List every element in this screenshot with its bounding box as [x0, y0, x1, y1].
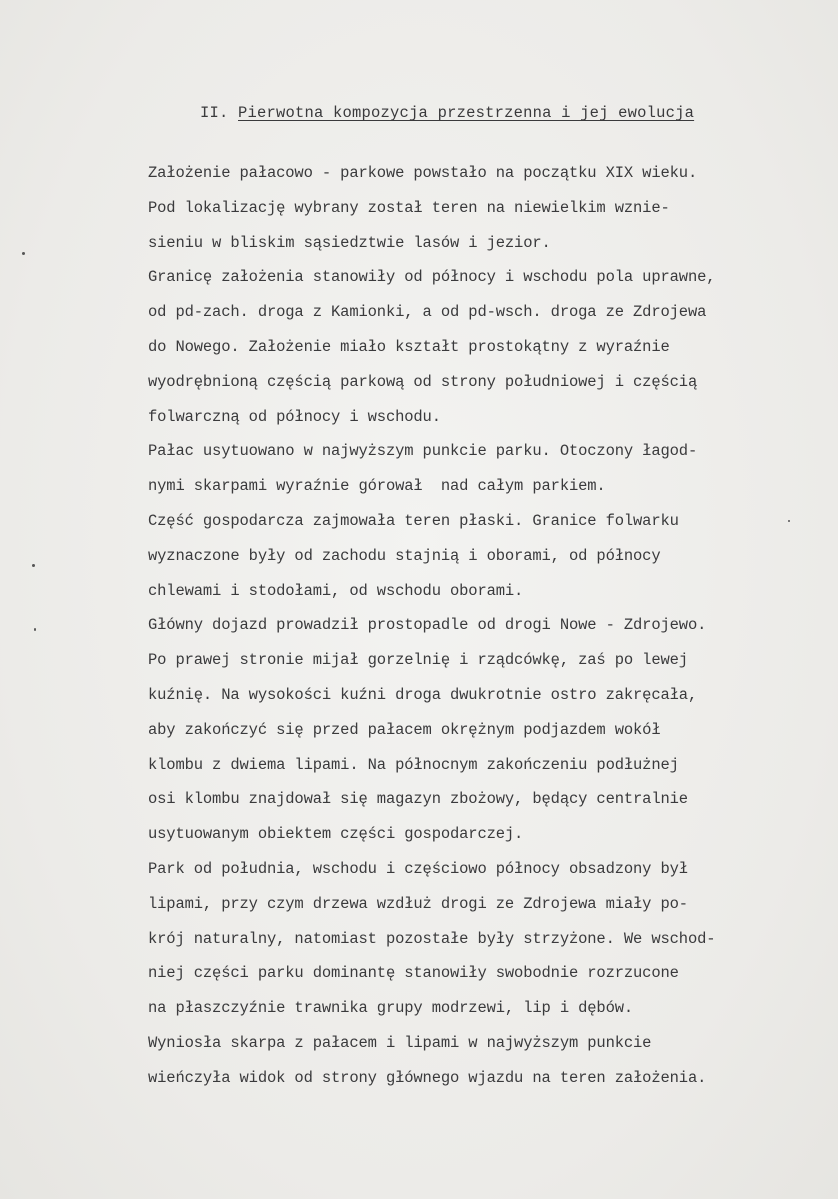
text-line: Pałac usytuowano w najwyższym punkcie parku. Otoczony łagod-: [148, 442, 698, 461]
text-line: lipami, przy czym drzewa wzdłuż drogi ze Zdrojewa miały po-: [148, 894, 688, 913]
text-line: usytuowanym obiektem części gospodarczej.: [148, 825, 524, 844]
paper-speck: [32, 564, 35, 567]
text-line: Granicę założenia stanowiły od północy i wschodu pola uprawne,: [148, 268, 716, 287]
text-line: klombu z dwiema lipami. Na północnym zakończeniu podłużnej: [148, 755, 679, 774]
text-line: sieniu w bliskim sąsiedztwie lasów i jezior.: [148, 233, 551, 252]
text-line: Część gospodarcza zajmowała teren płaski. Granice folwarku: [148, 511, 679, 530]
paper-speck: [788, 520, 790, 522]
text-line: osi klombu znajdował się magazyn zbożowy, będący centralnie: [148, 790, 688, 809]
text-line: Założenie pałacowo - parkowe powstało na początku XIX wieku.: [148, 164, 698, 182]
text-line: od pd-zach. droga z Kamionki, a od pd-wsch. droga ze Zdrojewa: [148, 303, 707, 322]
text-line: Główny dojazd prowadził prostopadle od drogi Nowe - Zdrojewo.: [148, 616, 707, 635]
text-line: kuźnię. Na wysokości kuźni droga dwukrotnie ostro zakręcała,: [148, 685, 698, 704]
section-title: Pierwotna kompozycja przestrzenna i jej ewolucja: [238, 104, 695, 122]
text-line: do Nowego. Założenie miało kształt prostokątny z wyraźnie: [148, 337, 670, 356]
text-line: wyznaczone były od zachodu stajnią i oborami, od północy: [148, 546, 661, 565]
text-line: nymi skarpami wyraźnie górował nad całym parkiem.: [148, 477, 606, 496]
text-line: chlewami i stodołami, od wschodu oborami.: [148, 581, 524, 600]
text-line: aby zakończyć się przed pałacem okrężnym podjazdem wokół: [148, 720, 661, 739]
text-line: wieńczyła widok od strony głównego wjazdu na teren założenia.: [148, 1068, 707, 1087]
section-heading: [200, 104, 694, 122]
text-line: na płaszczyźnie trawnika grupy modrzewi, lip i dębów.: [148, 999, 634, 1018]
text-line: Wyniosła skarpa z pałacem i lipami w najwyższym punkcie: [148, 1033, 652, 1052]
text-line: krój naturalny, natomiast pozostałe były strzyżone. We wschod-: [148, 929, 716, 948]
body-text: [148, 156, 820, 1096]
text-line: niej części parku dominantę stanowiły swobodnie rozrzucone: [148, 964, 679, 983]
paper-speck: [22, 252, 25, 255]
text-line: Po prawej stronie mijał gorzelnię i rządcówkę, zaś po lewej: [148, 651, 688, 670]
paper-speck: [34, 628, 36, 631]
text-line: folwarczną od północy i wschodu.: [148, 407, 441, 426]
text-line: wyodrębnioną częścią parkową od strony południowej i częścią: [148, 372, 698, 391]
text-line: Park od południa, wschodu i częściowo północy obsadzony był: [148, 859, 688, 878]
section-number: II.: [200, 104, 229, 122]
text-line: Pod lokalizację wybrany został teren na niewielkim wznie-: [148, 198, 670, 217]
